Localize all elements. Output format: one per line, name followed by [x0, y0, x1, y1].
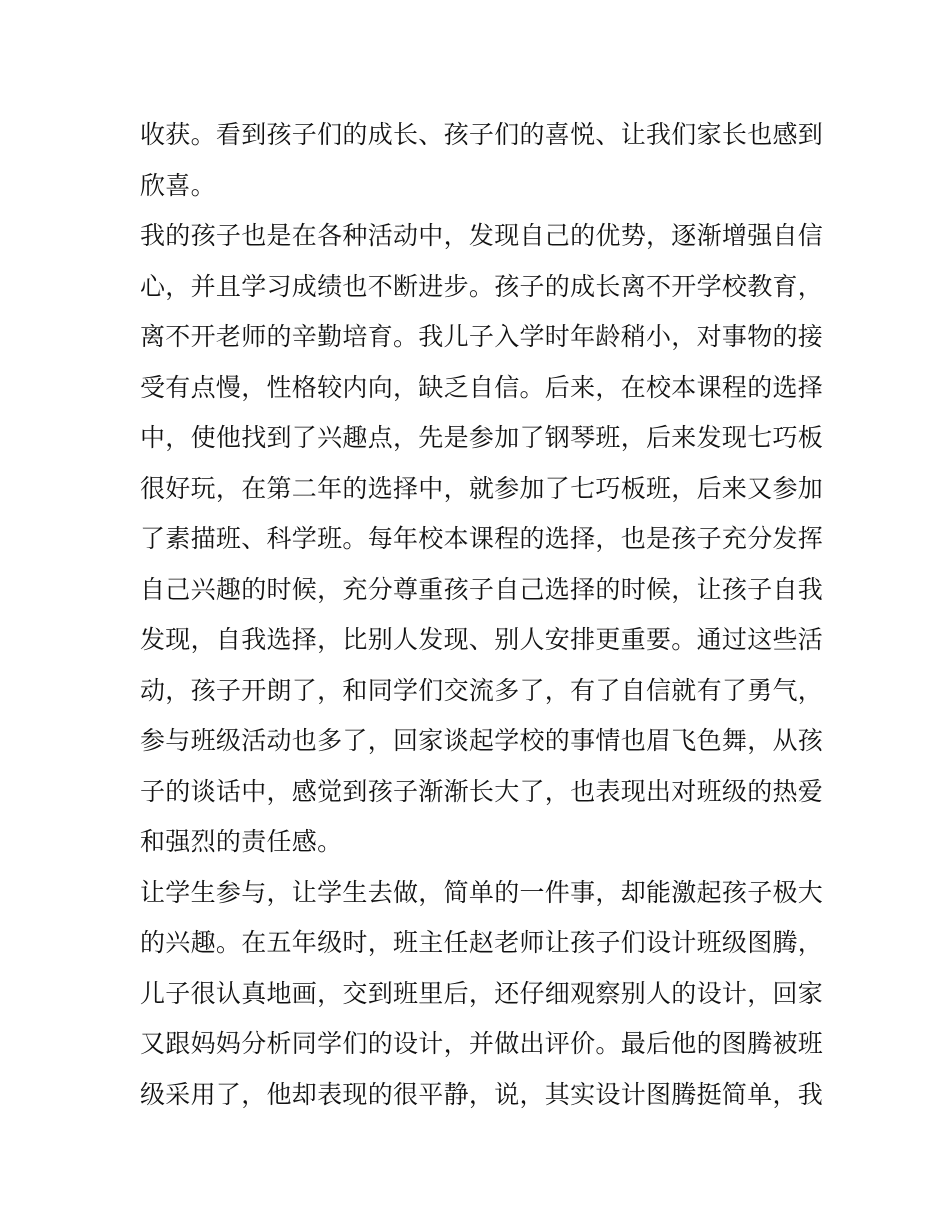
text-line: 发现，自我选择，比别人发现、别人安排更重要。通过这些活 [140, 625, 824, 654]
text-line: 参与班级活动也多了，回家谈起学校的事情也眉飞色舞，从孩 [140, 726, 824, 755]
text-line: 中，使他找到了兴趣点，先是参加了钢琴班，后来发现七巧板 [140, 423, 824, 452]
text-line: 级采用了，他却表现的很平静，说，其实设计图腾挺简单，我 [140, 1079, 824, 1109]
text-line: 了素描班、科学班。每年校本课程的选择，也是孩子充分发挥 [140, 524, 824, 553]
text-line: 收获。看到孩子们的成长、孩子们的喜悦、让我们家长也感到 [140, 120, 824, 149]
text-line: 子的谈话中，感觉到孩子渐渐长大了，也表现出对班级的热爱 [140, 776, 824, 806]
text-line: 心，并且学习成绩也不断进步。孩子的成长离不开学校教育， [140, 271, 824, 301]
text-line: 和强烈的责任感。 [140, 827, 343, 856]
text-line: 欣喜。 [140, 170, 216, 200]
text-line: 受有点慢，性格较内向，缺乏自信。后来，在校本课程的选择 [140, 372, 824, 402]
text-line: 儿子很认真地画，交到班里后，还仔细观察别人的设计，回家 [140, 978, 824, 1008]
text-line: 自己兴趣的时候，充分尊重孩子自己选择的时候，让孩子自我 [140, 574, 824, 604]
text-line: 我的孩子也是在各种活动中，发现自己的优势，逐渐增强自信 [140, 221, 824, 250]
text-line: 的兴趣。在五年级时，班主任赵老师让孩子们设计班级图腾， [140, 928, 824, 957]
text-line: 离不开老师的辛勤培育。我儿子入学时年龄稍小，对事物的接 [140, 322, 824, 351]
text-line: 让学生参与，让学生去做，简单的一件事，却能激起孩子极大 [140, 877, 824, 907]
text-line: 很好玩，在第二年的选择中，就参加了七巧板班，后来又参加 [140, 473, 824, 503]
text-line: 又跟妈妈分析同学们的设计，并做出评价。最后他的图腾被班 [140, 1029, 824, 1058]
text-line: 动，孩子开朗了，和同学们交流多了，有了自信就有了勇气， [140, 675, 824, 705]
document-body [140, 110, 824, 1120]
